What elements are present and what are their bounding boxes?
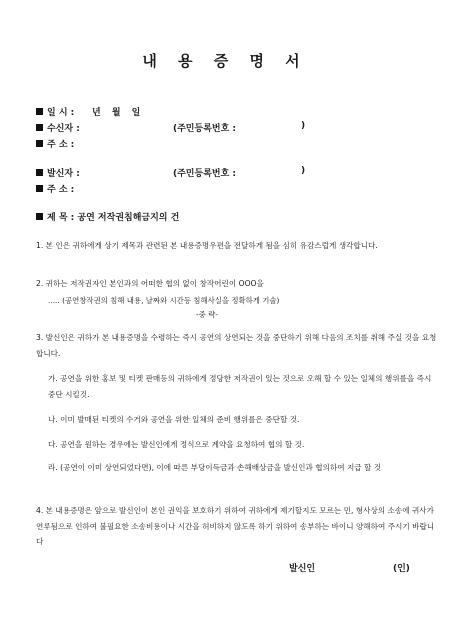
square-bullet-icon <box>36 124 43 131</box>
date-row <box>36 105 74 118</box>
square-bullet-icon <box>36 185 43 192</box>
sender-id: (주민등록번호 : <box>173 169 237 179</box>
sender-label: 발신자 : <box>47 169 80 179</box>
seal-mark: (인) <box>393 564 410 574</box>
paragraph-3: 3. 발신인은 귀하가 본 내용증명을 수령하는 즉시 공연의 상연되는 것을 중단하기 위해 다음의 조치를 취해 주실 것을 요청합니다. <box>36 333 437 358</box>
square-bullet-icon <box>36 169 43 176</box>
subject-label: 제 목 : <box>47 213 75 223</box>
sender-id-close: ) <box>301 166 306 176</box>
recipient-address-row <box>36 137 74 150</box>
paragraph-2-line-2: ..... (공연창작권의 침해 내용, 날짜와 시간등 침해사실을 정확하게 기술) <box>48 296 280 305</box>
document-title: 내 용 증 명 서 <box>142 52 308 70</box>
recipient-address-label: 주 소 : <box>47 140 75 150</box>
paragraph-3-item-c: 다. 공연을 원하는 경우에는 발신인에게 정식으로 계약을 요청하여 협의 할 것. <box>48 440 305 449</box>
square-bullet-icon <box>36 140 43 147</box>
paragraph-2-line-3: -중 략- <box>196 310 218 319</box>
subject-row <box>36 210 179 223</box>
square-bullet-icon <box>36 108 43 115</box>
subject-value: 공연 저작권침해금지의 건 <box>77 213 180 223</box>
square-bullet-icon <box>36 213 43 220</box>
paragraph-3-item-d: 라. (공연이 이미 상연되었다면), 이에 따른 부당이득금과 손해배상금을 발신인과 협의하여 지급 할 것 <box>48 463 382 472</box>
recipient-id: (주민등록번호 : <box>173 124 237 134</box>
paragraph-3-item-b: 나. 이미 발매된 티켓의 수거와 공연을 위한 일체의 준비 행위를은 중단할 것. <box>48 415 300 424</box>
paragraph-2-line-1: 2. 귀하는 저작권자인 본인과의 어떠한 협의 없이 창작어린이 OOO을 <box>36 279 264 288</box>
paragraph-1 <box>36 238 441 254</box>
paragraph-3-item-a: 가. 공연을 위한 홍보 및 티켓 판매등의 귀하에게 정당한 저작권이 있는 것으로 오해 할 수 있는 일체의 행위를을 즉시 중단 시킬것. <box>48 374 432 399</box>
paragraph-1-text: 1. 본 인은 귀하에게 상기 제목과 관련된 본 내용증명우편을 전달하게 됨을 심히 유감스럽게 생각합니다. <box>36 241 378 250</box>
sender-row <box>36 166 80 179</box>
recipient-label: 수신자 : <box>47 124 80 134</box>
signature-label: 발신인 <box>289 564 316 574</box>
recipient-id-close: ) <box>301 121 306 131</box>
sender-address-label: 주 소 : <box>47 185 75 195</box>
sender-address-row <box>36 182 74 195</box>
date-value: 년 월 일 <box>92 108 141 118</box>
paragraph-4: 4. 본 내용증명은 앞으로 발신인이 본인 권익을 보호하기 위하여 귀하에게 제기할지도 모르는 민, 형사상의 소송에 귀사가 연루됨으로 인하여 불필요한 소송비용이나 시간을 허비하지 않도록 하기 위하여 송부하는 바이니 양해하여 주시기 바랍니다 <box>36 506 435 546</box>
recipient-row <box>36 121 80 134</box>
date-label: 일 시 : <box>47 108 75 118</box>
